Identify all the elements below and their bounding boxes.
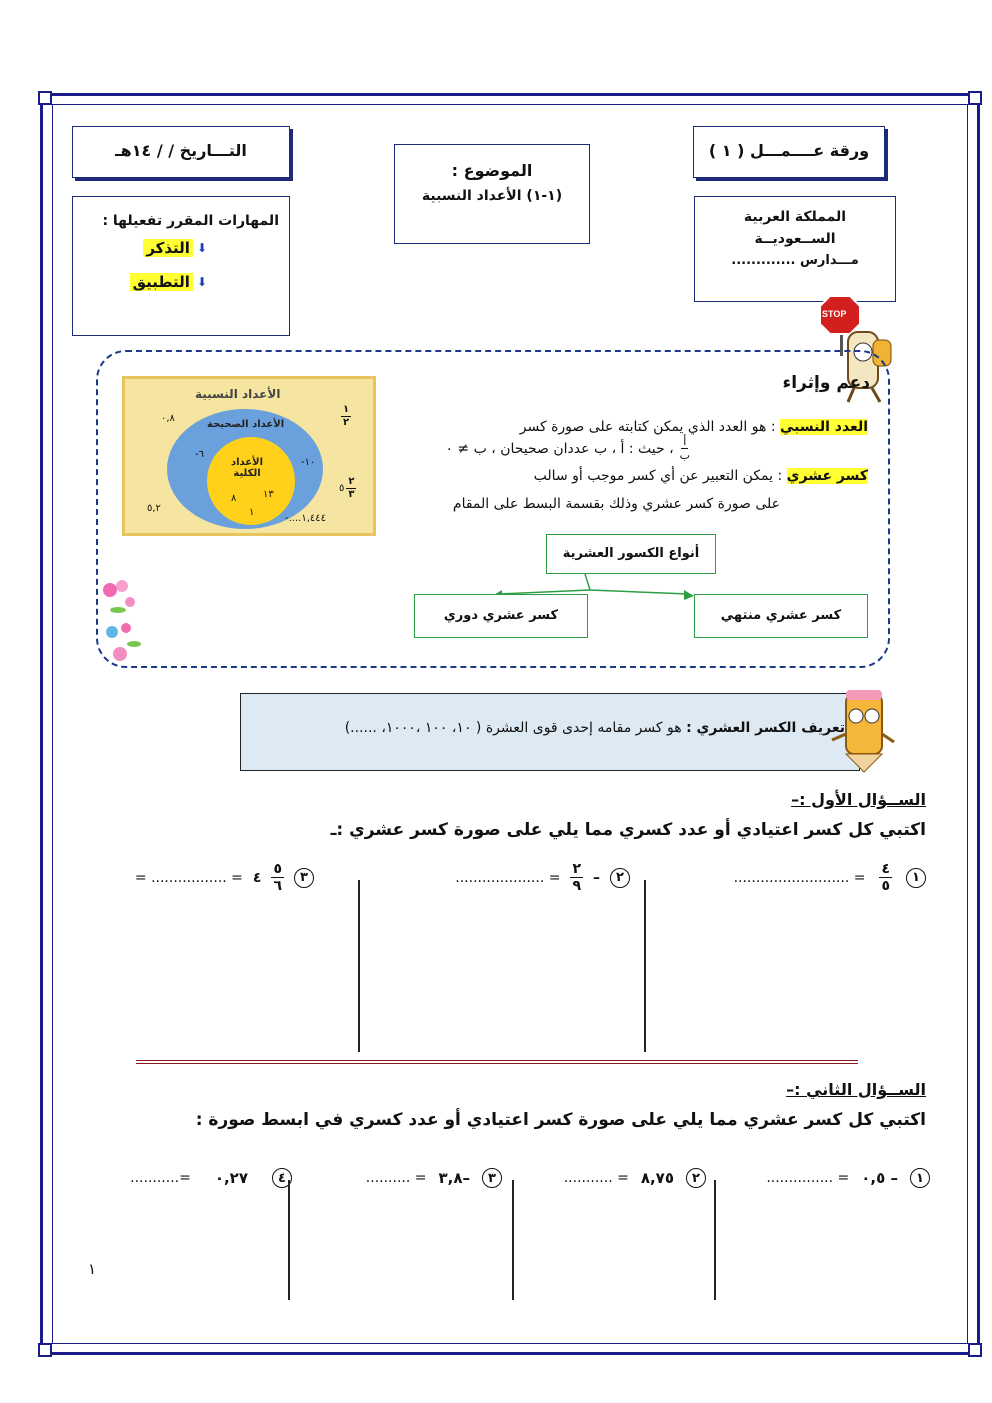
q1-item-number: ١ bbox=[906, 868, 926, 888]
repeating-decimal-box: كسر عشري دوري bbox=[414, 594, 588, 638]
flowers-decoration-icon bbox=[96, 574, 146, 670]
frame-corner bbox=[38, 1343, 52, 1357]
q1-item-1 bbox=[734, 862, 926, 893]
frame-corner bbox=[968, 91, 982, 105]
date-label: التـــاريخ / / ١٤هـ bbox=[115, 141, 247, 160]
q2-value: – ٠,٥ bbox=[861, 1169, 898, 1187]
rational-numbers-venn-diagram bbox=[122, 376, 376, 536]
skills-title: المهارات المقرر تفعيلها : bbox=[102, 213, 279, 229]
q2-item-number: ٤ bbox=[272, 1168, 292, 1188]
skills-box bbox=[72, 196, 290, 336]
column-divider bbox=[714, 1180, 716, 1300]
column-divider bbox=[644, 880, 646, 1052]
venn-n-13: ١٣ bbox=[263, 489, 274, 500]
q1-instruction: اكتبي كل كسر اعتيادي أو عدد كسري مما يلي على صورة كسر عشري :ـ bbox=[330, 820, 926, 840]
venn-wholes-label: الأعداد الكلية bbox=[231, 457, 264, 479]
decimal-definition-box bbox=[240, 693, 860, 771]
q2-item-1 bbox=[766, 1168, 930, 1188]
q1-fraction: $\frac{٥}{٦}$ bbox=[273, 861, 282, 894]
frame-corner bbox=[38, 91, 52, 105]
worksheet-label: ورقة عــــمـــل ( ١ ) bbox=[708, 141, 870, 160]
q2-value: ٨,٧٥ bbox=[640, 1169, 674, 1187]
venn-half: ١ ٢ bbox=[343, 404, 350, 428]
venn-n-m6: ٦- bbox=[195, 449, 204, 460]
venn-n-8: ٨ bbox=[231, 493, 237, 504]
stop-sign-text: STOP bbox=[822, 309, 847, 319]
definition-term: تعريف الكسر العشري : bbox=[686, 720, 845, 736]
venn-n-m10: ١٠- bbox=[301, 457, 316, 468]
q2-answer-blank[interactable]: = ............... bbox=[766, 1170, 850, 1186]
enrichment-heading: دعم وإثراء bbox=[782, 373, 870, 393]
topic-value: (١-١) الأعداد النسبية bbox=[421, 188, 563, 204]
q1-answer-blank[interactable]: = ................. = bbox=[134, 869, 243, 886]
worksheet-label-box bbox=[693, 126, 885, 178]
venn-n-1444: ١,٤٤٤....- bbox=[285, 513, 326, 524]
decimal-term: كسر عشري bbox=[786, 468, 868, 484]
column-divider bbox=[512, 1180, 514, 1300]
school-line: مـــدارس ............. bbox=[731, 253, 859, 268]
arrow-bullet-icon: ⬇ bbox=[196, 275, 207, 289]
kingdom-line1: المملكة العربية bbox=[743, 209, 847, 225]
q2-title: الســؤال الثاني :– bbox=[786, 1080, 926, 1099]
q2-value: ٠,٢٧ bbox=[214, 1169, 248, 1187]
venn-title: الأعداد النسبية bbox=[195, 387, 281, 401]
q2-item-number: ١ bbox=[910, 1168, 930, 1188]
topic-label: الموضوع : bbox=[451, 161, 533, 180]
decimal-definition bbox=[534, 468, 868, 484]
skill-item bbox=[73, 273, 207, 291]
q2-answer-blank[interactable]: =........... bbox=[130, 1170, 191, 1186]
venn-n-52: ٥,٢ bbox=[147, 503, 161, 514]
q1-item-3: ٣ $\frac{٥}{٦}$ ٤ = ................. = bbox=[135, 862, 314, 893]
date-box bbox=[72, 126, 290, 178]
section-separator bbox=[136, 1060, 858, 1064]
venn-n-1: ١ bbox=[249, 507, 255, 518]
q2-instruction: اكتبي كل كسر عشري مما يلي على صورة كسر اعتيادي أو عدد كسري في ابسط صورة : bbox=[195, 1110, 926, 1130]
rational-def-line2 bbox=[445, 436, 690, 461]
page-number: ١ bbox=[88, 1260, 97, 1278]
q2-item-number: ٣ bbox=[482, 1168, 502, 1188]
definition-text: هو كسر مقامه إحدى قوى العشرة ( ١٠، ١٠٠ ،١٠٠٠، ......) bbox=[344, 720, 682, 736]
rational-term: العدد النسبي bbox=[780, 419, 868, 435]
pencil-character-illustration bbox=[830, 684, 898, 776]
q2-value: –٣,٨ bbox=[438, 1169, 470, 1187]
q2-item-number: ٢ bbox=[686, 1168, 706, 1188]
terminating-decimal-box: كسر عشري منتهي bbox=[694, 594, 868, 638]
q2-answer-blank[interactable]: = .......... bbox=[365, 1170, 427, 1186]
skill-item bbox=[73, 239, 207, 257]
q1-item-2: ٢ – $\frac{٢}{٩}$ = .................... bbox=[455, 862, 630, 893]
q1-item-number: ٢ bbox=[610, 868, 630, 888]
column-divider bbox=[358, 880, 360, 1052]
venn-integers-label: الأعداد الصحيحة bbox=[207, 419, 285, 430]
rational-def-a: : هو العدد الذي يمكن كتابته على صورة كسر bbox=[519, 419, 776, 435]
q1-fraction: $\frac{٢}{٩}$ bbox=[572, 861, 581, 894]
skill1-label: التذكر bbox=[143, 239, 193, 257]
q2-item-4 bbox=[130, 1168, 292, 1188]
q1-fraction: $\frac{٤}{٥}$ bbox=[881, 861, 890, 894]
school-box bbox=[694, 196, 896, 302]
decimal-types-title: أنواع الكسور العشرية bbox=[546, 534, 716, 574]
topic-box bbox=[394, 144, 590, 244]
q2-item-3 bbox=[366, 1168, 502, 1188]
skill2-label: التطبيق bbox=[130, 273, 193, 291]
venn-n-08: ٠,٨ bbox=[161, 413, 175, 424]
rational-definition bbox=[368, 416, 868, 438]
q1-answer-blank[interactable]: = .......................... bbox=[733, 869, 866, 886]
q1-answer-blank[interactable]: = .................... bbox=[455, 869, 561, 886]
kingdom-line2: الســعوديــة bbox=[754, 231, 836, 247]
frame-corner bbox=[968, 1343, 982, 1357]
q2-answer-blank[interactable]: = ........... bbox=[563, 1170, 629, 1186]
venn-mixed: $\frac{٢}{٣}$ ٥ bbox=[339, 476, 355, 500]
decimal-def-a: : يمكن التعبير عن أي كسر موجب أو سالب bbox=[533, 468, 783, 484]
rational-fraction: $\frac{\text{أ}}{\text{ب}}$ bbox=[679, 435, 690, 462]
q2-item-2 bbox=[564, 1168, 706, 1188]
arrow-bullet-icon: ⬇ bbox=[196, 241, 207, 255]
q1-title: الســؤال الأول :– bbox=[791, 790, 926, 809]
decimal-def-b: على صورة كسر عشري وذلك بقسمة البسط على المقام bbox=[452, 496, 780, 512]
column-divider bbox=[288, 1180, 290, 1300]
rational-def-b: ، حيث : أ ، ب عددان صحيحان ، ب ≠ ٠ bbox=[445, 440, 674, 457]
q1-item-number: ٣ bbox=[294, 868, 314, 888]
